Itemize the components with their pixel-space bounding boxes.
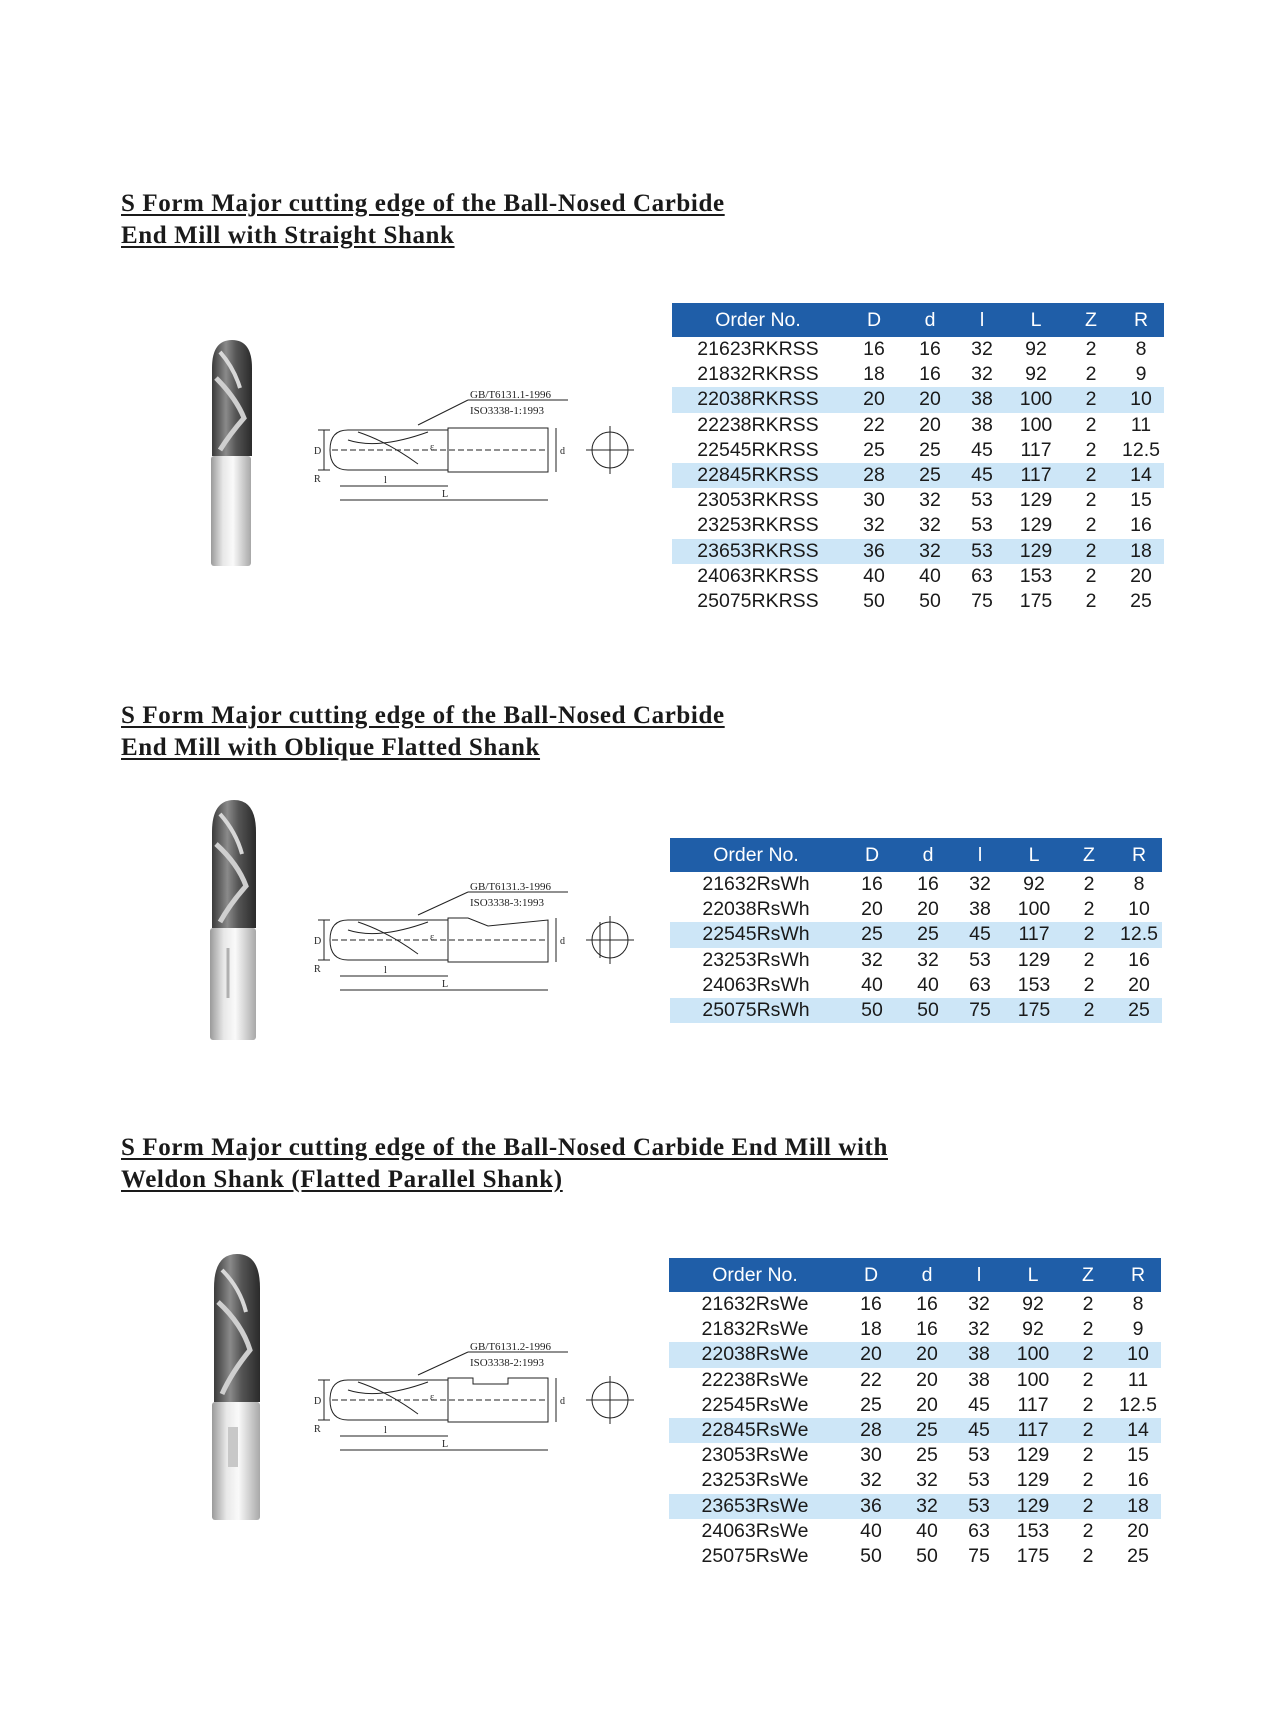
cell-D: 30	[860, 1444, 882, 1467]
cell-d: 20	[916, 1393, 938, 1416]
cell-D: 40	[863, 564, 885, 587]
col-l: l	[956, 303, 1008, 337]
table-row	[670, 948, 1162, 973]
cell-L: 175	[1006, 998, 1062, 1023]
cell-D: 16	[861, 873, 883, 896]
cell-R: 14	[1115, 1418, 1161, 1443]
cell-d: 32	[917, 948, 939, 971]
cell-L: 129	[1008, 539, 1064, 564]
cell-Z: 2	[1064, 387, 1118, 412]
cell-L: 129	[1019, 489, 1053, 512]
cell-l: 53	[971, 514, 993, 537]
cell-l: 53	[969, 948, 991, 971]
dim-l: l	[384, 965, 387, 976]
section-1-title-line1: S Form Major cutting edge of the Ball-Nosed Carbide	[121, 190, 725, 217]
table-row	[672, 387, 1164, 412]
col-l: l	[953, 1258, 1005, 1292]
cell-d: 20	[901, 1342, 953, 1367]
cell-order-no: 21632RsWe	[701, 1293, 809, 1316]
cell-D: 32	[861, 948, 883, 971]
cell-L: 117	[1008, 463, 1064, 488]
cell-R: 11	[1127, 1368, 1149, 1391]
cell-order-no: 23253RsWe	[701, 1469, 809, 1492]
col-Z: Z	[1062, 838, 1116, 872]
cell-d: 32	[919, 514, 941, 537]
cell-D: 20	[861, 898, 883, 921]
cell-d: 32	[916, 1469, 938, 1492]
technical-drawing-weldon	[314, 1340, 648, 1470]
cell-d: 25	[902, 922, 954, 947]
cell-L: 153	[1017, 973, 1051, 996]
section-2-title-line1: S Form Major cutting edge of the Ball-Nosed Carbide	[121, 702, 725, 729]
cell-R: 20	[1130, 564, 1152, 587]
cell-R: 25	[1116, 998, 1162, 1023]
section-2-title-line2: End Mill with Oblique Flatted Shank	[121, 734, 541, 761]
cell-d: 50	[916, 1544, 938, 1567]
col-Z: Z	[1064, 303, 1118, 337]
cell-l: 32	[968, 1318, 990, 1341]
table-row	[669, 1468, 1161, 1493]
table-row	[669, 1317, 1161, 1342]
cell-D: 25	[842, 922, 902, 947]
table-header-row	[670, 838, 1162, 872]
cell-order-no: 22038RsWe	[669, 1342, 841, 1367]
table-row	[669, 1368, 1161, 1393]
cell-L: 175	[1016, 1544, 1050, 1567]
cell-l: 38	[969, 898, 991, 921]
cell-R: 18	[1118, 539, 1164, 564]
cell-order-no: 25075RsWe	[701, 1544, 809, 1567]
cell-l: 45	[971, 438, 993, 461]
cell-Z: 2	[1061, 1342, 1115, 1367]
cell-R: 12.5	[1116, 922, 1162, 947]
cell-Z: 2	[1062, 998, 1116, 1023]
table-row	[669, 1443, 1161, 1468]
col-d: d	[901, 1258, 953, 1292]
cell-order-no: 23253RsWh	[702, 948, 810, 971]
spec-table-straight	[672, 303, 1164, 614]
cell-Z: 2	[1085, 363, 1097, 386]
table-header-row	[672, 303, 1164, 337]
cell-D: 32	[860, 1469, 882, 1492]
cell-order-no: 22238RKRSS	[697, 413, 819, 436]
cell-Z: 2	[1082, 1469, 1094, 1492]
cell-l: 32	[971, 338, 993, 361]
section-3-title-line2: Weldon Shank (Flatted Parallel Shank)	[121, 1166, 563, 1193]
table-row	[670, 922, 1162, 947]
cell-l: 45	[953, 1418, 1005, 1443]
end-mill-photo-oblique	[198, 798, 270, 1044]
cell-R: 20	[1128, 973, 1150, 996]
cell-Z: 2	[1085, 438, 1097, 461]
col-R: R	[1116, 838, 1162, 872]
table-body	[669, 1292, 1161, 1569]
col-R: R	[1118, 303, 1164, 337]
col-L: L	[1008, 303, 1064, 337]
dim-R: R	[314, 474, 321, 485]
col-D: D	[842, 838, 902, 872]
table-row	[670, 998, 1162, 1023]
cell-D: 30	[863, 489, 885, 512]
cell-l: 63	[968, 1519, 990, 1542]
cell-order-no: 23053RKRSS	[697, 489, 819, 512]
cell-Z: 2	[1085, 489, 1097, 512]
cell-d: 25	[904, 463, 956, 488]
cell-D: 18	[863, 363, 885, 386]
cell-Z: 2	[1085, 338, 1097, 361]
cell-D: 22	[860, 1368, 882, 1391]
cell-L: 100	[1016, 1368, 1050, 1391]
table-row	[669, 1342, 1161, 1367]
section-3-title-line1: S Form Major cutting edge of the Ball-Nosed Carbide End Mill with	[121, 1134, 888, 1161]
table-row	[669, 1292, 1161, 1317]
cell-d: 32	[901, 1494, 953, 1519]
standard-2: ISO3338-2:1993	[470, 1357, 544, 1369]
cell-d: 32	[919, 489, 941, 512]
cell-L: 117	[1006, 922, 1062, 947]
col-D: D	[844, 303, 904, 337]
cell-d: 25	[901, 1418, 953, 1443]
table-body	[672, 337, 1164, 614]
cell-R: 25	[1127, 1544, 1149, 1567]
cell-L: 92	[1022, 1318, 1044, 1341]
cell-Z: 2	[1061, 1494, 1115, 1519]
col-order-no: Order No.	[670, 838, 842, 872]
cell-l: 53	[971, 489, 993, 512]
cell-l: 45	[968, 1393, 990, 1416]
cell-order-no: 24063RsWe	[701, 1519, 809, 1542]
cell-d: 20	[919, 413, 941, 436]
col-Z: Z	[1061, 1258, 1115, 1292]
standard-2: ISO3338-1:1993	[470, 405, 544, 417]
cell-L: 153	[1019, 564, 1053, 587]
cell-D: 32	[863, 514, 885, 537]
dim-e: ε	[430, 932, 435, 943]
cell-L: 92	[1025, 338, 1047, 361]
cell-R: 16	[1127, 1469, 1149, 1492]
section-1-title-line2: End Mill with Straight Shank	[121, 222, 455, 249]
cell-L: 117	[1005, 1418, 1061, 1443]
cell-d: 16	[919, 338, 941, 361]
cell-L: 92	[1025, 363, 1047, 386]
cell-Z: 2	[1083, 898, 1095, 921]
dim-D: D	[314, 446, 322, 457]
cell-R: 25	[1130, 589, 1152, 612]
table-row	[672, 438, 1164, 463]
dim-R: R	[314, 964, 321, 975]
col-D: D	[841, 1258, 901, 1292]
cell-D: 36	[841, 1494, 901, 1519]
cell-d: 16	[917, 873, 939, 896]
spec-table-weldon	[669, 1258, 1161, 1569]
table-row	[670, 973, 1162, 998]
cell-order-no: 22038RKRSS	[672, 387, 844, 412]
cell-d: 40	[919, 564, 941, 587]
cell-l: 45	[956, 463, 1008, 488]
cell-order-no: 24063RKRSS	[697, 564, 819, 587]
cell-D: 28	[844, 463, 904, 488]
col-R: R	[1115, 1258, 1161, 1292]
cell-L: 100	[1005, 1342, 1061, 1367]
dim-e: ε	[430, 442, 435, 453]
technical-drawing-straight	[314, 389, 648, 520]
cell-D: 40	[861, 973, 883, 996]
table-body	[670, 872, 1162, 1023]
cell-l: 38	[956, 387, 1008, 412]
table-row	[672, 463, 1164, 488]
cell-D: 40	[860, 1519, 882, 1542]
cell-L: 100	[1008, 387, 1064, 412]
cell-R: 8	[1133, 873, 1145, 896]
cell-Z: 2	[1061, 1418, 1115, 1443]
col-d: d	[904, 303, 956, 337]
cell-R: 12.5	[1122, 438, 1160, 461]
table-row	[669, 1418, 1161, 1443]
cell-D: 36	[844, 539, 904, 564]
cell-D: 16	[860, 1293, 882, 1316]
cell-R: 15	[1127, 1444, 1149, 1467]
table-row	[672, 589, 1164, 614]
cell-d: 50	[902, 998, 954, 1023]
cell-order-no: 23653RsWe	[669, 1494, 841, 1519]
dim-l: l	[384, 475, 387, 486]
cell-R: 16	[1130, 514, 1152, 537]
cell-L: 92	[1023, 873, 1045, 896]
cell-order-no: 21832RKRSS	[697, 363, 819, 386]
table-row	[672, 539, 1164, 564]
cell-l: 38	[971, 413, 993, 436]
cell-Z: 2	[1082, 1444, 1094, 1467]
cell-d: 16	[916, 1318, 938, 1341]
cell-d: 40	[917, 973, 939, 996]
cell-d: 16	[919, 363, 941, 386]
cell-l: 75	[971, 589, 993, 612]
table-row	[670, 872, 1162, 897]
cell-l: 63	[971, 564, 993, 587]
dim-e: ε	[430, 1392, 435, 1403]
cell-d: 20	[904, 387, 956, 412]
cell-Z: 2	[1085, 413, 1097, 436]
cell-D: 20	[841, 1342, 901, 1367]
cell-Z: 2	[1082, 1318, 1094, 1341]
cell-R: 11	[1130, 413, 1152, 436]
spec-table-oblique	[670, 838, 1162, 1023]
technical-drawing-oblique	[314, 880, 648, 1010]
cell-order-no: 22038RsWh	[702, 898, 810, 921]
dim-d: d	[560, 446, 565, 457]
cell-d: 25	[916, 1444, 938, 1467]
cell-L: 100	[1017, 898, 1051, 921]
cell-Z: 2	[1085, 514, 1097, 537]
cell-d: 16	[916, 1293, 938, 1316]
cell-l: 38	[953, 1342, 1005, 1367]
table-row	[672, 564, 1164, 589]
dim-l: l	[384, 1425, 387, 1436]
cell-order-no: 23053RsWe	[701, 1444, 809, 1467]
section-2-title	[121, 700, 725, 764]
cell-Z: 2	[1064, 463, 1118, 488]
table-row	[672, 337, 1164, 362]
cell-D: 50	[860, 1544, 882, 1567]
cell-D: 20	[844, 387, 904, 412]
col-order-no: Order No.	[672, 303, 844, 337]
cell-R: 8	[1132, 1293, 1144, 1316]
cell-order-no: 25075RKRSS	[697, 589, 819, 612]
cell-d: 40	[916, 1519, 938, 1542]
cell-Z: 2	[1085, 564, 1097, 587]
cell-R: 9	[1135, 363, 1147, 386]
cell-D: 22	[863, 413, 885, 436]
cell-order-no: 25075RsWh	[670, 998, 842, 1023]
cell-L: 117	[1020, 438, 1052, 461]
cell-R: 12.5	[1119, 1393, 1157, 1416]
standard-1: GB/T6131.2-1996	[470, 1341, 551, 1353]
col-order-no: Order No.	[669, 1258, 841, 1292]
cell-order-no: 24063RsWh	[702, 973, 810, 996]
dim-d: d	[560, 936, 565, 947]
cell-R: 9	[1132, 1318, 1144, 1341]
cell-Z: 2	[1064, 539, 1118, 564]
cell-d: 50	[919, 589, 941, 612]
cell-R: 16	[1128, 948, 1150, 971]
table-row	[672, 413, 1164, 438]
cell-l: 38	[968, 1368, 990, 1391]
cell-D: 18	[860, 1318, 882, 1341]
cell-order-no: 23653RKRSS	[672, 539, 844, 564]
cell-Z: 2	[1082, 1368, 1094, 1391]
cell-d: 20	[916, 1368, 938, 1391]
cell-R: 10	[1118, 387, 1164, 412]
cell-D: 25	[863, 438, 885, 461]
cell-D: 28	[841, 1418, 901, 1443]
col-d: d	[902, 838, 954, 872]
col-L: L	[1006, 838, 1062, 872]
cell-l: 53	[953, 1494, 1005, 1519]
cell-L: 129	[1016, 1469, 1050, 1492]
standard-1: GB/T6131.3-1996	[470, 881, 551, 893]
cell-d: 32	[904, 539, 956, 564]
col-l: l	[954, 838, 1006, 872]
dim-D: D	[314, 936, 322, 947]
table-row	[669, 1393, 1161, 1418]
cell-order-no: 23253RKRSS	[697, 514, 819, 537]
cell-D: 50	[842, 998, 902, 1023]
cell-R: 14	[1118, 463, 1164, 488]
cell-L: 117	[1017, 1393, 1049, 1416]
cell-order-no: 21632RsWh	[702, 873, 810, 896]
cell-L: 175	[1019, 589, 1053, 612]
cell-L: 92	[1022, 1293, 1044, 1316]
cell-L: 100	[1019, 413, 1053, 436]
cell-order-no: 22845RKRSS	[672, 463, 844, 488]
cell-order-no: 22545RKRSS	[697, 438, 819, 461]
cell-Z: 2	[1083, 973, 1095, 996]
cell-L: 129	[1005, 1494, 1061, 1519]
cell-Z: 2	[1083, 948, 1095, 971]
cell-Z: 2	[1082, 1544, 1094, 1567]
standard-2: ISO3338-3:1993	[470, 897, 544, 909]
cell-d: 25	[919, 438, 941, 461]
cell-order-no: 22238RsWe	[701, 1368, 809, 1391]
cell-R: 15	[1130, 489, 1152, 512]
end-mill-photo-weldon	[204, 1252, 270, 1524]
cell-Z: 2	[1085, 589, 1097, 612]
table-row	[669, 1544, 1161, 1569]
cell-l: 32	[969, 873, 991, 896]
dim-L: L	[442, 979, 449, 990]
cell-order-no: 22845RsWe	[669, 1418, 841, 1443]
dim-d: d	[560, 1396, 565, 1407]
cell-L: 153	[1016, 1519, 1050, 1542]
cell-l: 45	[954, 922, 1006, 947]
table-row	[670, 897, 1162, 922]
cell-R: 10	[1115, 1342, 1161, 1367]
cell-Z: 2	[1062, 922, 1116, 947]
section-3-title	[121, 1132, 888, 1196]
cell-l: 63	[969, 973, 991, 996]
table-header-row	[669, 1258, 1161, 1292]
cell-R: 10	[1128, 898, 1150, 921]
cell-R: 18	[1115, 1494, 1161, 1519]
cell-Z: 2	[1082, 1393, 1094, 1416]
cell-l: 53	[968, 1444, 990, 1467]
cell-l: 75	[968, 1544, 990, 1567]
cell-R: 8	[1135, 338, 1147, 361]
cell-D: 50	[863, 589, 885, 612]
standard-1: GB/T6131.1-1996	[470, 389, 551, 401]
cell-D: 16	[863, 338, 885, 361]
cell-l: 32	[968, 1293, 990, 1316]
cell-L: 129	[1017, 948, 1051, 971]
table-row	[669, 1494, 1161, 1519]
table-row	[669, 1519, 1161, 1544]
dim-L: L	[442, 489, 449, 500]
cell-order-no: 21623RKRSS	[697, 338, 819, 361]
cell-Z: 2	[1082, 1519, 1094, 1542]
dim-D: D	[314, 1396, 322, 1407]
cell-d: 20	[917, 898, 939, 921]
cell-Z: 2	[1083, 873, 1095, 896]
cell-L: 129	[1016, 1444, 1050, 1467]
cell-R: 20	[1127, 1519, 1149, 1542]
dim-R: R	[314, 1424, 321, 1435]
cell-l: 53	[968, 1469, 990, 1492]
col-L: L	[1005, 1258, 1061, 1292]
cell-l: 53	[956, 539, 1008, 564]
table-row	[672, 513, 1164, 538]
cell-order-no: 21832RsWe	[701, 1318, 809, 1341]
cell-D: 25	[860, 1393, 882, 1416]
cell-l: 32	[971, 363, 993, 386]
dim-L: L	[442, 1439, 449, 1450]
end-mill-photo-straight	[200, 338, 264, 570]
table-row	[672, 362, 1164, 387]
section-1-title	[121, 188, 725, 252]
cell-Z: 2	[1082, 1293, 1094, 1316]
cell-order-no: 22545RsWh	[670, 922, 842, 947]
cell-order-no: 22545RsWe	[701, 1393, 809, 1416]
cell-l: 75	[954, 998, 1006, 1023]
cell-L: 129	[1019, 514, 1053, 537]
table-row	[672, 488, 1164, 513]
